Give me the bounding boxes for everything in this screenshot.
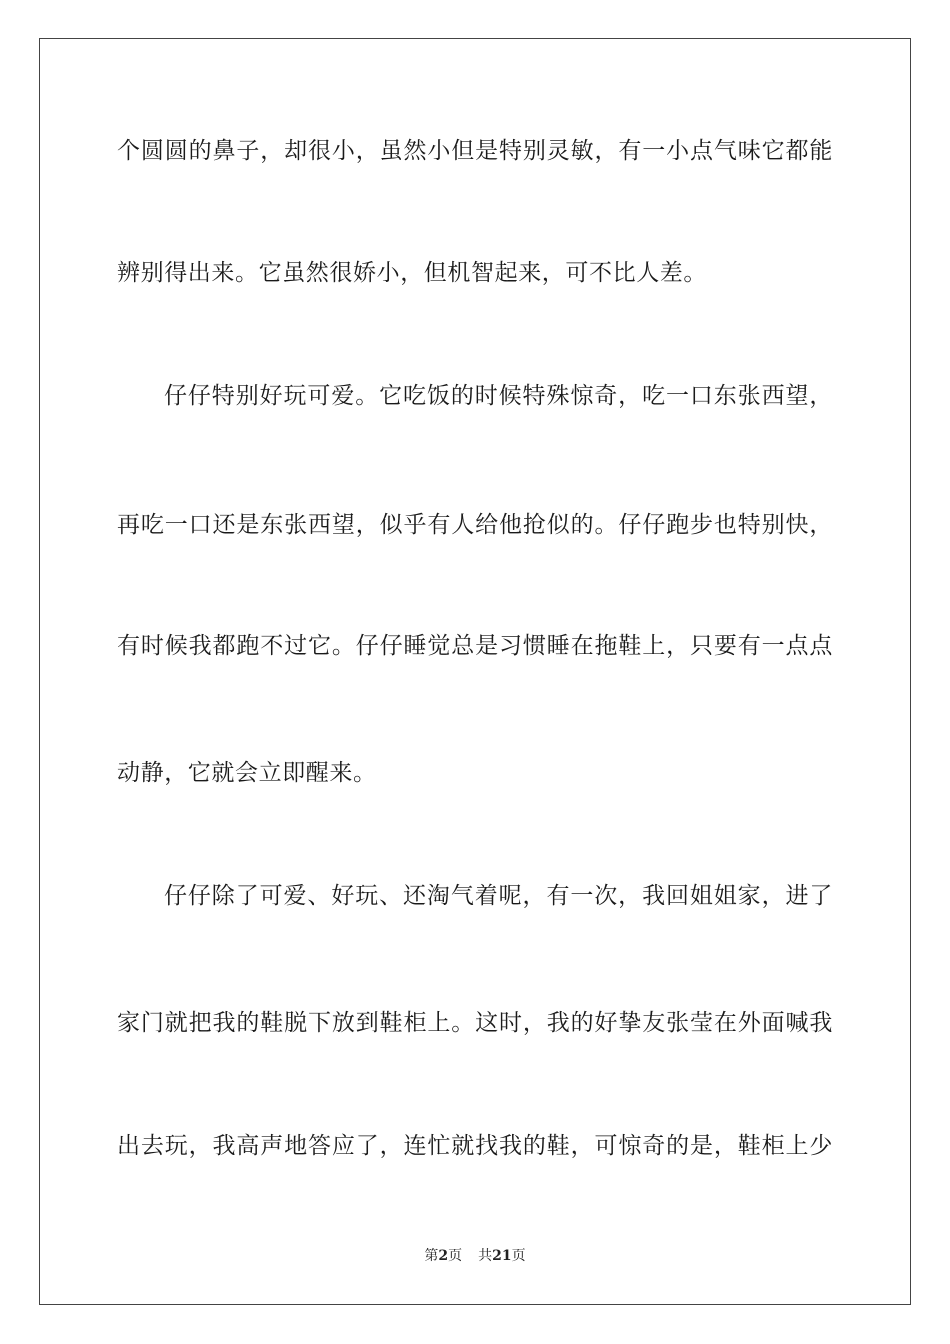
total-pages: 21 xyxy=(492,1248,512,1264)
page-prefix: 第 xyxy=(424,1248,439,1264)
page-footer xyxy=(0,1247,950,1265)
page-number: 2 xyxy=(438,1248,449,1264)
text-line-7: 仔仔除了可爱、好玩、还淘气着呢，有一次，我回姐姐家，进了 xyxy=(164,883,833,909)
text-line-5: 有时候我都跑不过它。仔仔睡觉总是习惯睡在拖鞋上，只要有一点点 xyxy=(117,633,833,659)
total-prefix: 共 xyxy=(478,1248,493,1264)
text-line-4: 再吃一口还是东张西望，似乎有人给他抢似的。仔仔跑步也特别快， xyxy=(117,512,833,538)
text-line-2: 辨别得出来。它虽然很娇小，但机智起来，可不比人差。 xyxy=(117,260,707,286)
total-suffix: 页 xyxy=(511,1248,526,1264)
text-line-8: 家门就把我的鞋脱下放到鞋柜上。这时，我的好挚友张莹在外面喊我 xyxy=(117,1010,833,1036)
text-line-3: 仔仔特别好玩可爱。它吃饭的时候特殊惊奇，吃一口东张西望， xyxy=(164,383,833,409)
text-line-9: 出去玩，我高声地答应了，连忙就找我的鞋，可惊奇的是，鞋柜上少 xyxy=(117,1133,833,1159)
page-border xyxy=(39,38,911,1305)
text-line-1: 个圆圆的鼻子，却很小，虽然小但是特别灵敏，有一小点气味它都能 xyxy=(117,138,833,164)
page-suffix: 页 xyxy=(448,1248,463,1264)
text-line-6: 动静，它就会立即醒来。 xyxy=(117,760,377,786)
